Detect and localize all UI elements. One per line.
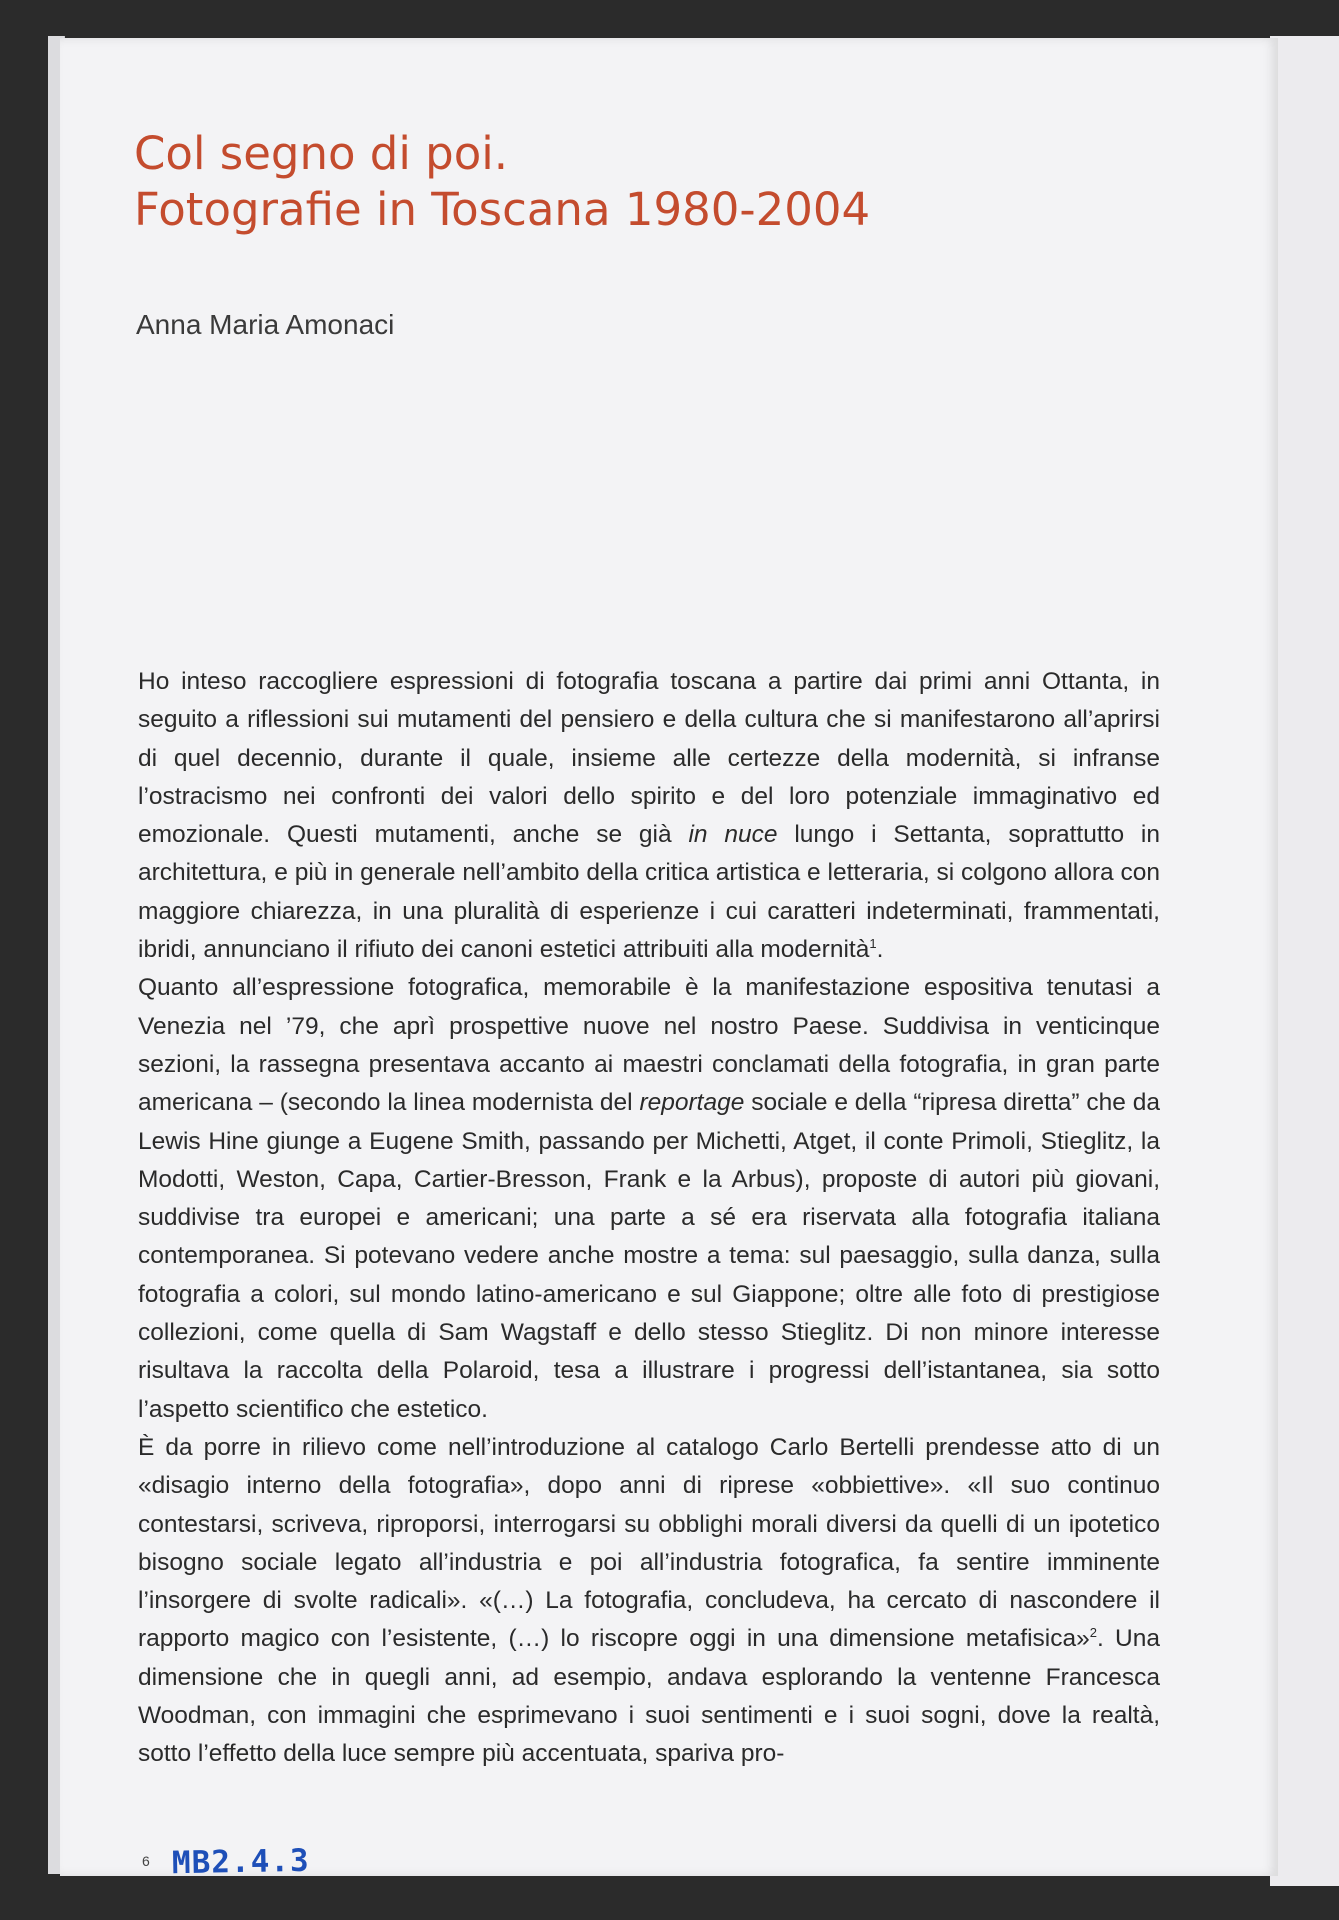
article-body (138, 663, 1160, 1774)
paragraph-2-text-a: Quanto all’espressione fotografica, memorabile è la manifestazione espositiva tenutasi a Venezia nel ’79, che aprì prospettive nuove nel nostro Paese. Suddivisa in venticinque sezioni, la rassegna presentava accanto ai maestri conclamati della fotografia, in gran parte americana – (secondo la linea modernista del (138, 974, 1160, 1117)
paragraph-1-text-b: lungo i Settanta, soprattutto in architettura, e più in generale nell’ambito della critica artistica e letteraria, si colgono allora con maggiore chiarezza, in una pluralità di esperienze i cui caratteri indeterminati, frammentati, ibridi, annunciano il rifiuto dei canoni estetici attribuiti alla modernità (138, 821, 1160, 964)
paragraph-3 (138, 1429, 1160, 1774)
paragraph-2-text-b: sociale e della “ripresa diretta” che da Lewis Hine giunge a Eugene Smith, passando per Michetti, Atget, il conte Primoli, Stieglitz, la Modotti, Weston, Capa, Cartier-Bresson, Frank e la Arbus), proposte di autori più giovani, suddivise tra europei e americani; una parte a sé era riservata alla fotografia italiana contemporanea. Si potevano vedere anche mostre a tema: sul paesaggio, sulla danza, sulla fotografia a colori, sul mondo latino-americano e sul Giappone; oltre alle foto di prestigiose collezioni, come quella di Sam Wagstaff e dello stesso Stieglitz. Di non minore interesse risultava la raccolta della Polaroid, tesa a illustrare i progressi dell’istantanea, sia sotto l’aspetto scientifico che estetico. (138, 1089, 1160, 1423)
author-name: Anna Maria Amonaci (136, 309, 395, 340)
title-line-1: Col segno di poi. (134, 127, 509, 180)
paragraph-3-text-a: È da porre in rilievo come nell’introduzione al catalogo Carlo Bertelli prendesse atto di un «disagio interno della fotografia», dopo anni di riprese «obbiettive». «Il suo continuo contestarsi, scriveva, riproporsi, interrogarsi su obblighi morali diversi da quelli di un ipotetico bisogno sociale legato all’industria e poi all’industria fotografica, fa sentire imminente l’insorgere di svolte radicali». «(…) La fotografia, concludeva, ha cercato di nascondere il rapporto magico con l’esistente, (…) lo riscopre oggi in una dimensione metafisica» (138, 1433, 1160, 1653)
article-title (134, 126, 870, 238)
paragraph-3-text-b: . Una dimensione che in quegli anni, ad esempio, andava esplorando la ventenne Francesca Woodman, con immagini che esprimevano i suoi sentimenti e i suoi sogni, dove la realtà, sotto l’effetto della luce sempre più accentuata, spariva pro- (138, 1625, 1160, 1768)
paragraph-1 (138, 663, 1160, 969)
handwritten-catalog-mark: MB2.4.3 (171, 1842, 310, 1882)
paragraph-1-text-a: Ho inteso raccogliere espressioni di fotografia toscana a partire dai primi anni Ottanta, in seguito a riflessioni sui mutamenti del pensiero e della cultura che si manifestarono all’aprirsi di quel decennio, durante il quale, insieme alle certezze della modernità, si infranse l’ostracismo nei confronti dei valori dello spirito e del loro potenziale immaginativo ed emozionale. Questi mutamenti, anche se già (138, 668, 1160, 849)
facing-page (1270, 36, 1339, 1886)
footnote-ref-1: 1 (869, 935, 877, 951)
page-number: 6 (142, 1853, 150, 1869)
title-line-2: Fotografie in Toscana 1980-2004 (134, 183, 871, 236)
paragraph-2-italic: reportage (639, 1089, 745, 1117)
paragraph-1-end: . (876, 936, 884, 964)
paragraph-2 (138, 969, 1160, 1429)
footnote-ref-2: 2 (1089, 1625, 1097, 1641)
paragraph-1-italic: in nuce (688, 821, 778, 849)
book-page (60, 38, 1278, 1882)
